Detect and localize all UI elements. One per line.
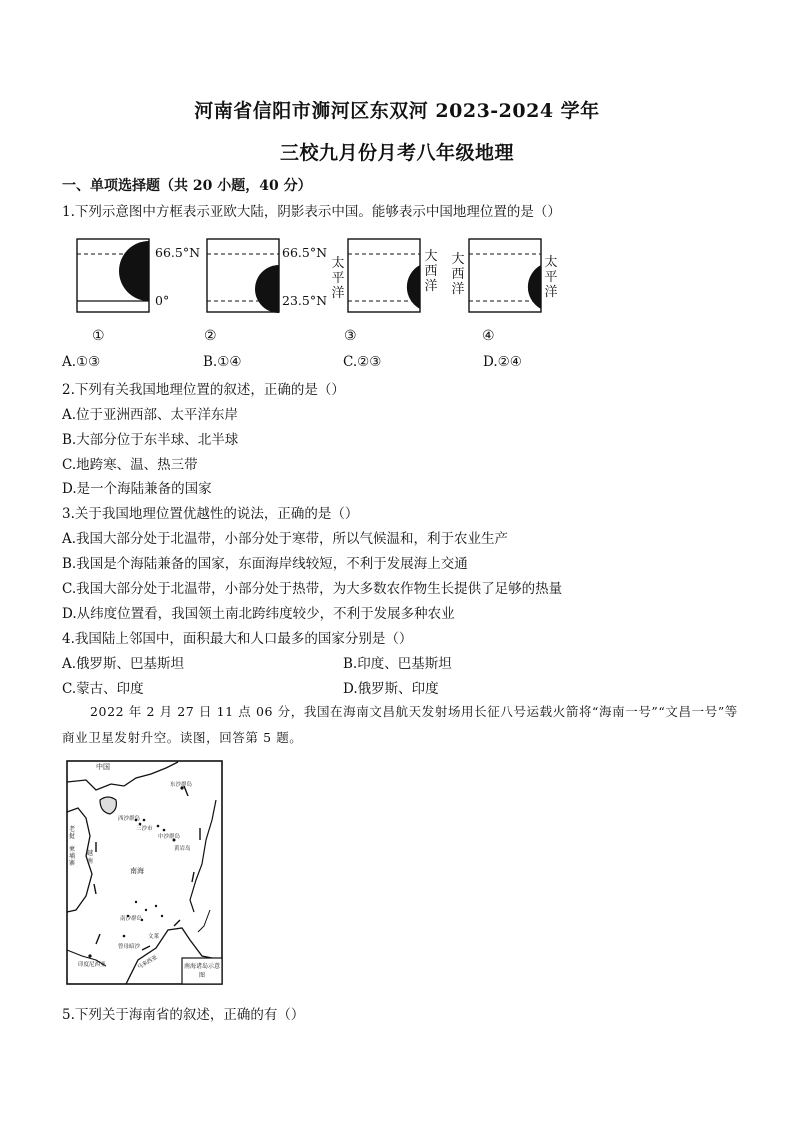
q1-figure-1 (76, 238, 154, 314)
q1-option-c[interactable]: C.②③ (343, 354, 382, 370)
map-drawing (66, 760, 224, 986)
q3-option-d[interactable]: D.从纬度位置看，我国领土南北跨纬度较少，不利于发展多种农业 (62, 606, 455, 622)
q1-figure-2 (206, 238, 284, 314)
q2-option-b[interactable]: B.大部分位于东半球、北半球 (62, 432, 239, 448)
q1-figure-2-diagram (206, 238, 284, 314)
q1-fig3-left-label: 太平洋 (331, 256, 345, 301)
map-label-zengmu: 曾母暗沙 (118, 944, 141, 950)
page-title-line1: 河南省信阳市浉河区东双河 2023-2024 学年 (194, 100, 600, 122)
q4-option-a[interactable]: A.俄罗斯、巴基斯坦 (62, 656, 185, 672)
q1-figure-4-diagram (468, 238, 546, 314)
map-label-laos: 老挝 (68, 826, 75, 840)
q1-fig3-right-label: 大西洋 (424, 249, 438, 294)
map-label-zhongsha: 中沙群岛 (158, 834, 181, 840)
q1-option-b[interactable]: B.①④ (203, 354, 242, 370)
q2-stem: 2.下列有关我国地理位置的叙述，正确的是（） (62, 382, 345, 398)
map-label-indonesia: 印度尼西亚 (78, 962, 106, 968)
map-label-nansha: 南沙群岛 (120, 916, 143, 922)
q1-stem: 1.下列示意图中方框表示亚欧大陆，阴影表示中国。能够表示中国地理位置的是（） (62, 204, 561, 220)
q4-option-d[interactable]: D.俄罗斯、印度 (343, 681, 439, 697)
q1-fig2-top-label: 66.5°N (282, 245, 328, 260)
q1-figure-1-diagram (76, 238, 154, 314)
q2-option-d[interactable]: D.是一个海陆兼备的国家 (62, 481, 212, 497)
q5-intro-paragraph: 2022 年 2 月 27 日 11 点 06 分，我国在海南文昌航天发射场用长征八号运载火箭将“海南一号”“文昌一号”等商业卫星发射升空。读图，回答第 5 题。 (62, 704, 738, 745)
q1-fig3-number: ③ (344, 328, 357, 344)
q3-stem: 3.关于我国地理位置优越性的说法，正确的是（） (62, 506, 359, 522)
q1-fig1-top-label: 66.5°N (155, 245, 201, 260)
map-label-xisha: 西沙群岛 (118, 816, 141, 822)
q1-figure-3-diagram (347, 238, 425, 314)
q1-fig2-bottom-label: 23.5°N (282, 293, 328, 308)
q4-option-c[interactable]: C.蒙古、印度 (62, 681, 144, 697)
q1-option-d[interactable]: D.②④ (483, 354, 522, 370)
q2-option-a[interactable]: A.位于亚洲西部、太平洋东岸 (62, 407, 239, 423)
q1-fig2-number: ② (204, 328, 217, 344)
map-label-sansha: 三沙市 (136, 826, 153, 832)
q1-figure-3 (347, 238, 425, 314)
q3-option-b[interactable]: B.我国是个海陆兼备的国家，东面海岸线较短，不利于发展海上交通 (62, 556, 468, 572)
map-label-vietnam: 越南 (86, 850, 93, 865)
south-china-sea-map (66, 760, 224, 986)
q5-stem: 5.下列关于海南省的叙述，正确的有（） (62, 1007, 305, 1023)
map-label-wenlai: 文莱 (148, 934, 160, 940)
section-header: 一、单项选择题（共 20 小题，40 分） (62, 178, 312, 194)
map-label-cambodia: 柬埔寨 (68, 846, 75, 867)
map-label-nanhai: 南海 (130, 867, 144, 875)
q1-fig4-number: ④ (482, 328, 495, 344)
map-label-huangyan: 黄岩岛 (174, 846, 191, 852)
q3-option-a[interactable]: A.我国大部分处于北温带，小部分处于寒带，所以气候温和，利于农业生产 (62, 531, 509, 547)
map-label-malaysia: 马来西亚 (136, 954, 159, 971)
page-title-line2: 三校九月份月考八年级地理 (279, 142, 514, 164)
q3-option-c[interactable]: C.我国大部分处于北温带，小部分处于热带，为大多数农作物生长提供了足够的热量 (62, 581, 563, 597)
q4-option-b[interactable]: B.印度、巴基斯坦 (343, 656, 452, 672)
q1-fig4-right-label: 太平洋 (544, 255, 558, 300)
q2-option-c[interactable]: C.地跨寒、温、热三带 (62, 457, 198, 473)
q1-fig1-number: ① (92, 328, 105, 344)
q4-stem: 4.我国陆上邻国中，面积最大和人口最多的国家分别是（） (62, 631, 413, 647)
q1-option-a[interactable]: A.①③ (62, 354, 101, 370)
map-label-china: 中国 (96, 763, 110, 771)
q1-fig1-bottom-label: 0° (155, 293, 170, 308)
q1-figure-4 (468, 238, 546, 314)
map-inset-title: 南海诸岛示意图 (184, 963, 221, 979)
q1-fig4-left-label: 大西洋 (451, 252, 465, 297)
map-label-dongsha: 东沙群岛 (170, 782, 193, 788)
